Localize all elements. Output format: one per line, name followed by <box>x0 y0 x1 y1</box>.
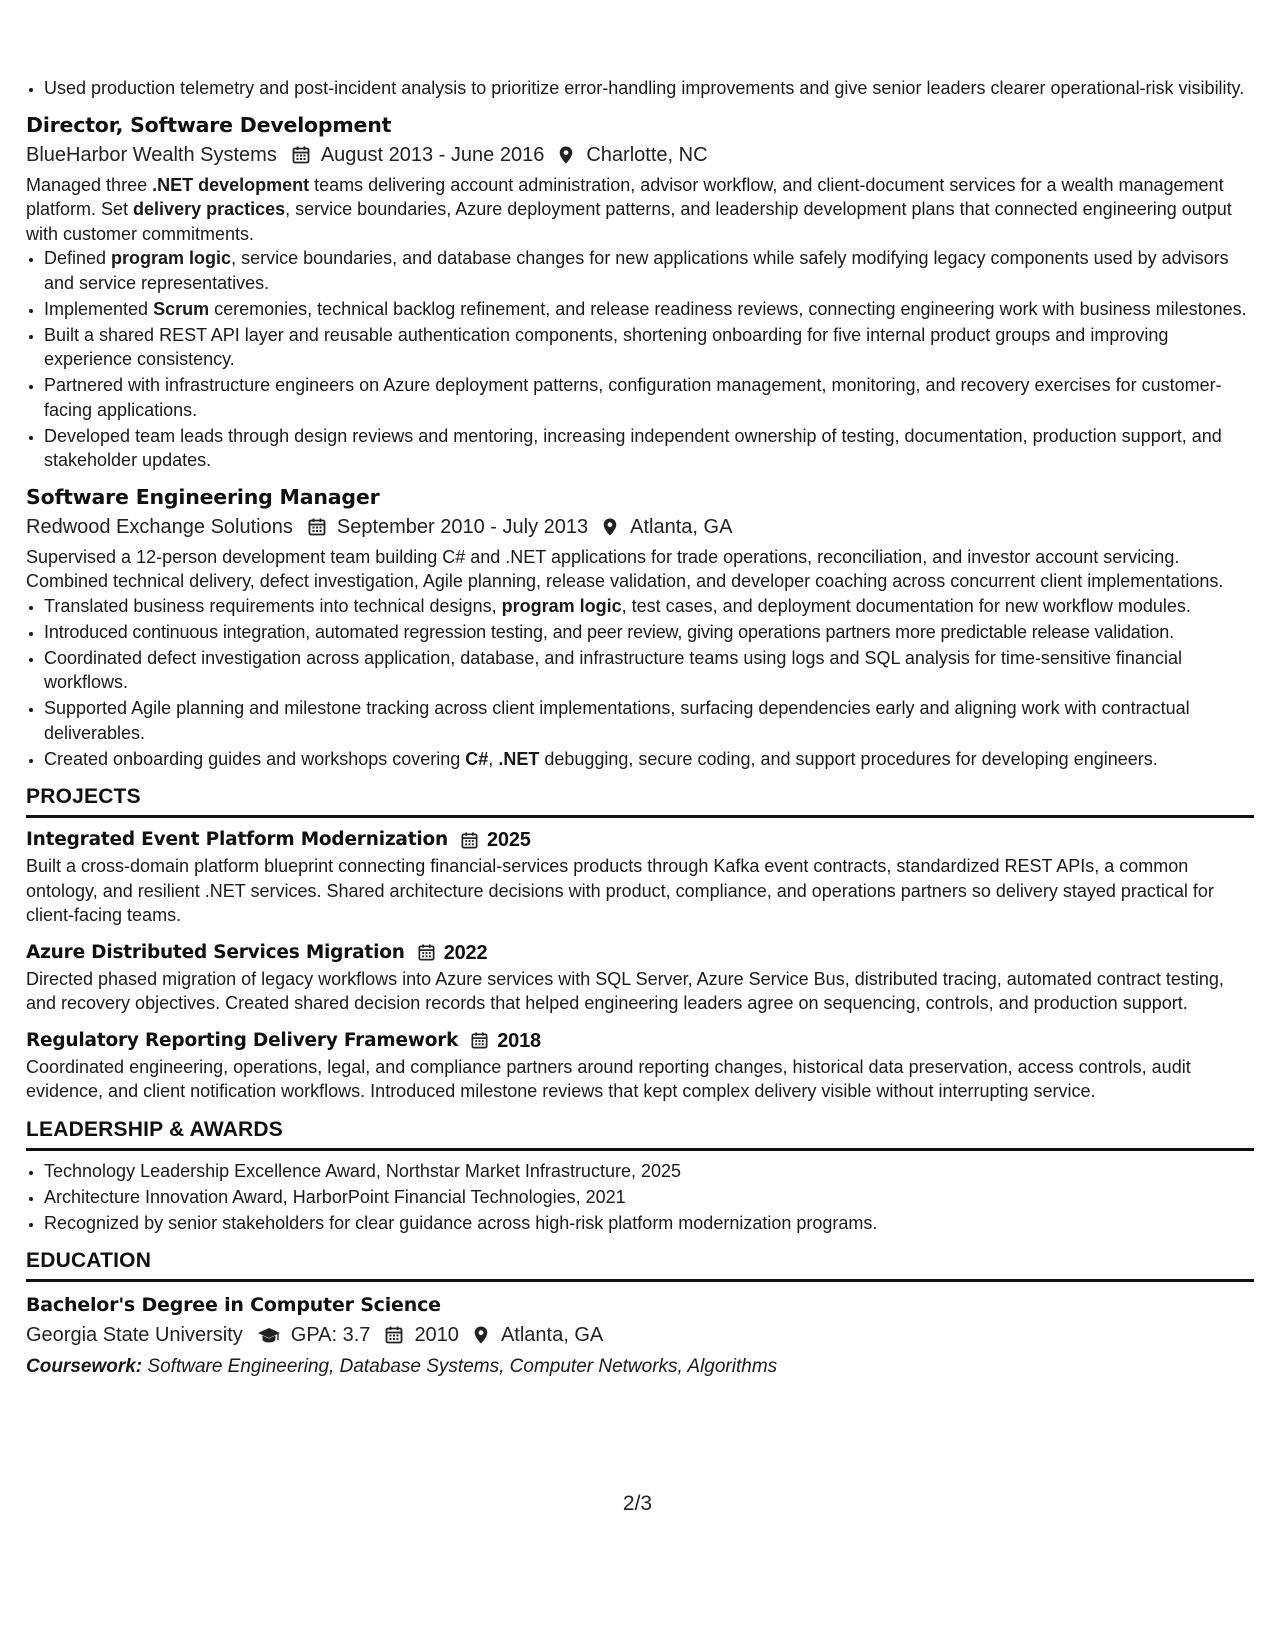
job-summary <box>26 173 1254 247</box>
list-item: • Introduced continuous integration, automated regression testing, and peer review, giving operations partners more predictable release validation. <box>44 620 1254 645</box>
job-entry <box>26 482 1254 772</box>
calendar-icon <box>470 1031 489 1050</box>
project-title-row <box>26 1027 1254 1055</box>
map-pin-icon <box>471 1325 491 1345</box>
job-dates: August 2013 - June 2016 <box>320 143 545 166</box>
project-title-row <box>26 826 1254 854</box>
education-meta <box>26 1320 1254 1350</box>
project-year: 2025 <box>486 829 531 851</box>
project-description: Coordinated engineering, operations, legal, and compliance partners around reporting changes, historical data preservation, access controls, audit evidence, and client notification workflows. Introduced milestone reviews that kept complex delivery visible without interrupting service. <box>26 1056 1191 1101</box>
map-pin-icon <box>556 145 576 165</box>
list-item: • Architecture Innovation Award, HarborPoint Financial Technologies, 2021 <box>44 1185 1254 1210</box>
list-item: • Created onboarding guides and workshops covering C#, .NET debugging, secure coding, and support procedures for developing engineers. <box>44 747 1254 772</box>
job-entry <box>26 110 1254 473</box>
list-item: • Translated business requirements into technical designs, program logic, test cases, and deployment documentation for new workflow modules. <box>44 594 1254 619</box>
graduation-cap-icon <box>257 1325 281 1345</box>
job-meta <box>26 140 1254 170</box>
calendar-icon <box>384 1325 404 1345</box>
project-entry <box>26 939 1254 1016</box>
map-pin-icon <box>600 517 620 537</box>
calendar-icon <box>460 831 479 850</box>
degree-title: Bachelor's Degree in Computer Science <box>26 1294 441 1316</box>
list-item: • Coordinated defect investigation across application, database, and infrastructure teams using logs and SQL analysis for time-sensitive financial workflows. <box>44 646 1254 695</box>
job-bullets <box>26 246 1254 473</box>
list-item: • Technology Leadership Excellence Award, Northstar Market Infrastructure, 2025 <box>44 1159 1254 1184</box>
company-name: BlueHarbor Wealth Systems <box>26 143 277 166</box>
job-title: Software Engineering Manager <box>26 484 380 509</box>
list-item: • Supported Agile planning and milestone tracking across client implementations, surfacing dependencies early and aligning work with contractual deliverables. <box>44 696 1254 745</box>
school-name: Georgia State University <box>26 1324 243 1346</box>
summary-text: teams delivering account administration, advisor workflow, and client-document services for a wealth management platform. Set <box>26 174 1224 219</box>
resume-page <box>26 76 1254 1381</box>
projects-section <box>26 783 1254 1104</box>
summary-keyword: .NET development <box>152 174 310 195</box>
coursework <box>26 1353 1254 1381</box>
summary-text: Managed three <box>26 174 153 195</box>
list-item: • Partnered with infrastructure engineers on Azure deployment patterns, configuration management, monitoring, and recovery exercises for customer-facing applications. <box>44 373 1254 422</box>
calendar-icon <box>307 517 327 537</box>
list-item: • Used production telemetry and post-incident analysis to prioritize error-handling improvements and give senior leaders clearer operational-risk visibility. <box>44 76 1254 101</box>
page-number: 2/3 <box>622 1492 653 1515</box>
project-entry <box>26 826 1254 928</box>
education-location: Atlanta, GA <box>500 1324 604 1346</box>
summary-text: , service boundaries, Azure deployment patterns, and leadership development plans that connected engineering output with customer commitments. <box>26 199 1232 244</box>
coursework-label: Coursework: <box>26 1356 143 1377</box>
education-section <box>26 1247 1254 1381</box>
list-item: • Implemented Scrum ceremonies, technical backlog refinement, and release readiness reviews, connecting engineering work with business milestones. <box>44 297 1254 322</box>
gpa: GPA: 3.7 <box>290 1324 371 1346</box>
calendar-icon <box>417 943 436 962</box>
company-name: Redwood Exchange Solutions <box>26 515 293 538</box>
section-heading: PROJECTS <box>26 783 1254 818</box>
list-item: • Defined program logic, service boundaries, and database changes for new applications while safely modifying legacy components used by advisors and service representatives. <box>44 246 1254 295</box>
list-item: • Built a shared REST API layer and reusable authentication components, shortening onboarding for five internal product groups and improving experience consistency. <box>44 323 1254 372</box>
coursework-list: Software Engineering, Database Systems, Computer Networks, Algorithms <box>142 1356 778 1377</box>
project-title-row <box>26 939 1254 967</box>
project-description: Built a cross-domain platform blueprint connecting financial-services products through Kafka event contracts, standardized REST APIs, a common ontology, and resilient .NET services. Shared architecture decisions with product, compliance, and operations partners so delivery stayed practical for client-facing teams. <box>26 856 1214 925</box>
job-location: Atlanta, GA <box>630 515 733 538</box>
job-dates: September 2010 - July 2013 <box>336 515 589 538</box>
project-title: Integrated Event Platform Modernization <box>26 829 448 850</box>
project-description: Directed phased migration of legacy workflows into Azure services with SQL Server, Azure Service Bus, distributed tracing, automated contract testing, and recovery objectives. Created shared decision records that helped engineering leaders agree on sequencing, controls, and production support. <box>26 968 1224 1013</box>
job-location: Charlotte, NC <box>586 143 708 166</box>
leadership-section <box>26 1116 1254 1236</box>
job-summary: Supervised a 12-person development team building C# and .NET applications for trade operations, reconciliation, and investor account servicing. Combined technical delivery, defect investigation, Agile planning, release validation, and developer coaching across concurrent client implementations. <box>26 546 1224 591</box>
list-item: • Recognized by senior stakeholders for clear guidance across high-risk platform modernization programs. <box>44 1211 1254 1236</box>
section-heading: LEADERSHIP & AWARDS <box>26 1116 1254 1151</box>
graduation-year: 2010 <box>414 1324 459 1346</box>
previous-job-bullets <box>26 76 1254 101</box>
job-bullets <box>26 594 1254 772</box>
awards-list <box>26 1159 1254 1236</box>
project-year: 2018 <box>497 1029 541 1052</box>
section-heading: EDUCATION <box>26 1247 1254 1282</box>
project-entry <box>26 1027 1254 1104</box>
project-title: Azure Distributed Services Migration <box>26 941 405 963</box>
calendar-icon <box>291 145 311 165</box>
job-title: Director, Software Development <box>26 112 392 137</box>
summary-keyword: delivery practices <box>133 199 286 219</box>
list-item: • Developed team leads through design reviews and mentoring, increasing independent ownership of testing, documentation, production support, and stakeholder updates. <box>44 424 1254 473</box>
job-meta <box>26 512 1254 542</box>
project-year: 2022 <box>443 941 488 964</box>
project-title: Regulatory Reporting Delivery Framework <box>26 1029 459 1051</box>
